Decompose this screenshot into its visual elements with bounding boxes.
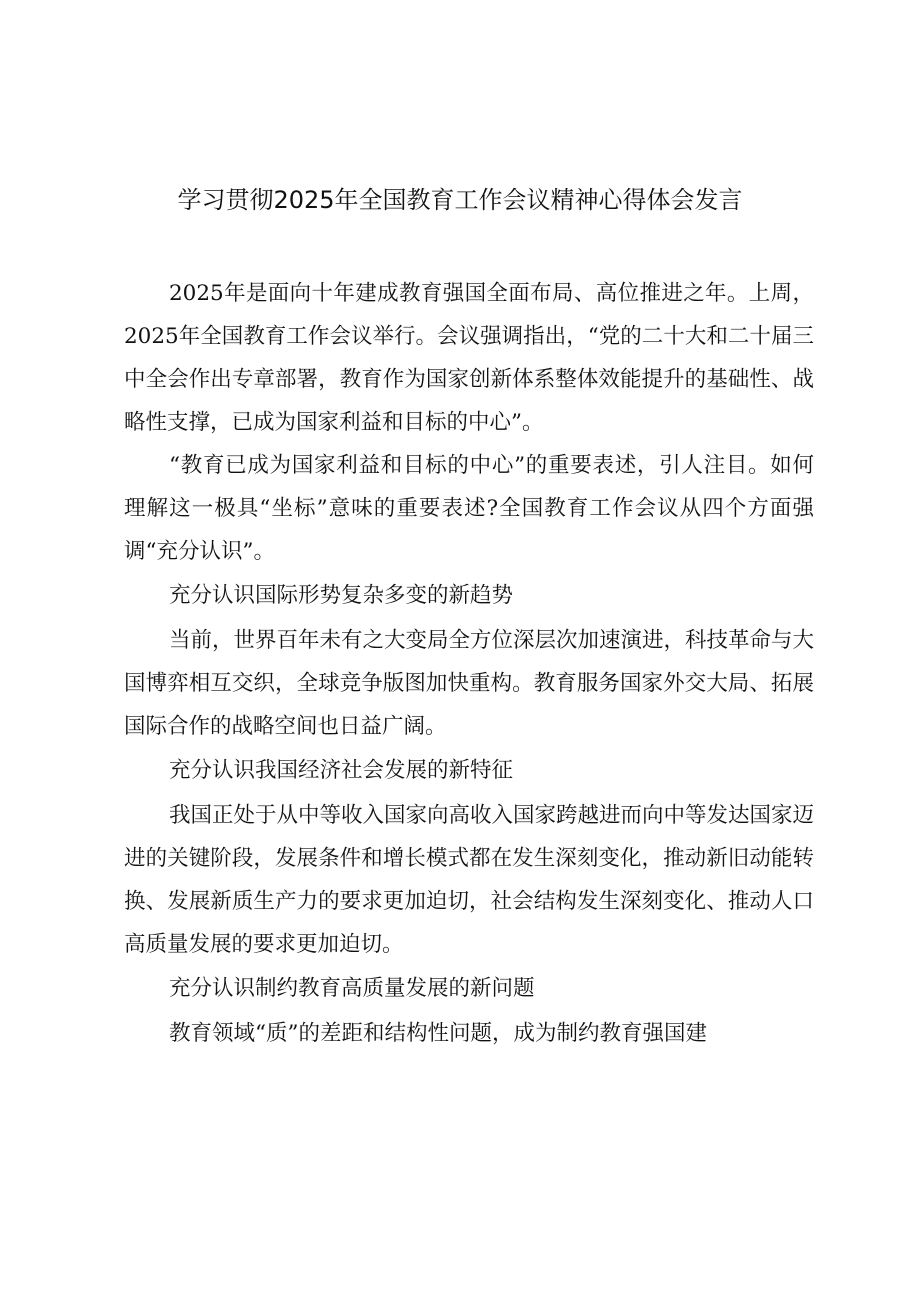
paragraph-key-statement: “教育已成为国家利益和目标的中心”的重要表述，引人注目。如何理解这一极具“坐标”意味的重要表述?全国教育工作会议从四个方面强调“充分认识”。 — [124, 453, 814, 564]
paragraph-problems: 教育领域“质”的差距和结构性问题，成为制约教育强国建 — [169, 1021, 707, 1046]
section-heading-international: 充分认识国际形势复杂多变的新趋势 — [169, 583, 514, 608]
paragraph-international: 当前，世界百年未有之大变局全方位深层次加速演进，科技革命与大国博弈相互交织，全球竞争版图加快重构。教育服务国家外交大局、拓展国际合作的战略空间也日益广阔。 — [124, 628, 815, 739]
document-title: 学习贯彻2025年全国教育工作会议精神心得体会发言 — [177, 186, 743, 214]
document-body — [124, 272, 814, 1055]
paragraph-economy: 我国正处于从中等收入国家向高收入国家跨越进而向中等发达国家迈进的关键阶段，发展条件和增长模式都在发生深刻变化，推动新旧动能转换、发展新质生产力的要求更加迫切，社会结构发生深刻变化、推动人口高质量发展的要求更加迫切。 — [124, 803, 815, 957]
section-heading-economy: 充分认识我国经济社会发展的新特征 — [169, 758, 514, 783]
paragraph-intro: 2025年是面向十年建成教育强国全面布局、高位推进之年。上周，2025年全国教育工作会议举行。会议强调指出，“党的二十大和二十届三中全会作出专章部署，教育作为国家创新体系整体效能提升的基础性、战略性支撑，已成为国家利益和目标的中心”。 — [124, 281, 814, 435]
section-heading-problems: 充分认识制约教育高质量发展的新问题 — [169, 976, 535, 1001]
